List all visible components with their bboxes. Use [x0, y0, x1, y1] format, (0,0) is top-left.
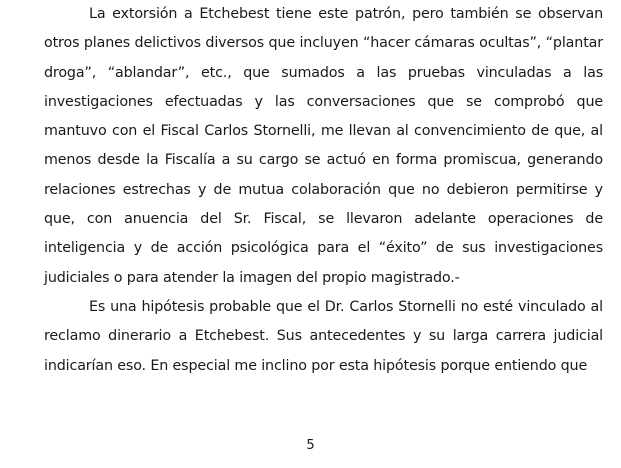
paragraph-extortion-pattern: La extorsión a Etchebest tiene este patrón, pero también se observan otros planes delictivos diversos que incluyen “hacer cámaras ocultas”, “plantar droga”, “ablandar”, etc., que sumados a las pruebas vinculadas a las investigaciones efectuadas y las conversaciones que se comprobó que mantuvo con el Fiscal Carlos Stornelli, me llevan al convencimiento de que, al menos desde la Fiscalía a su cargo se actuó en forma promiscua, generando relaciones estrechas y de mutua colaboración que no debieron permitirse y que, con anuencia del Sr. Fiscal, se llevaron adelante operaciones de inteligencia y de acción psicológica para el “éxito” de sus investigaciones judiciales o para atender la imagen del propio magistrado.- — [44, 6, 603, 286]
page-number: 5 — [306, 438, 315, 453]
paragraph-hypothesis: Es una hipótesis probable que el Dr. Carlos Stornelli no esté vinculado al reclamo dinerario a Etchebest. Sus antecedentes y su larga carrera judicial indicarían eso. En especial me inclino por esta hipótesis porque entiendo que — [44, 299, 603, 374]
